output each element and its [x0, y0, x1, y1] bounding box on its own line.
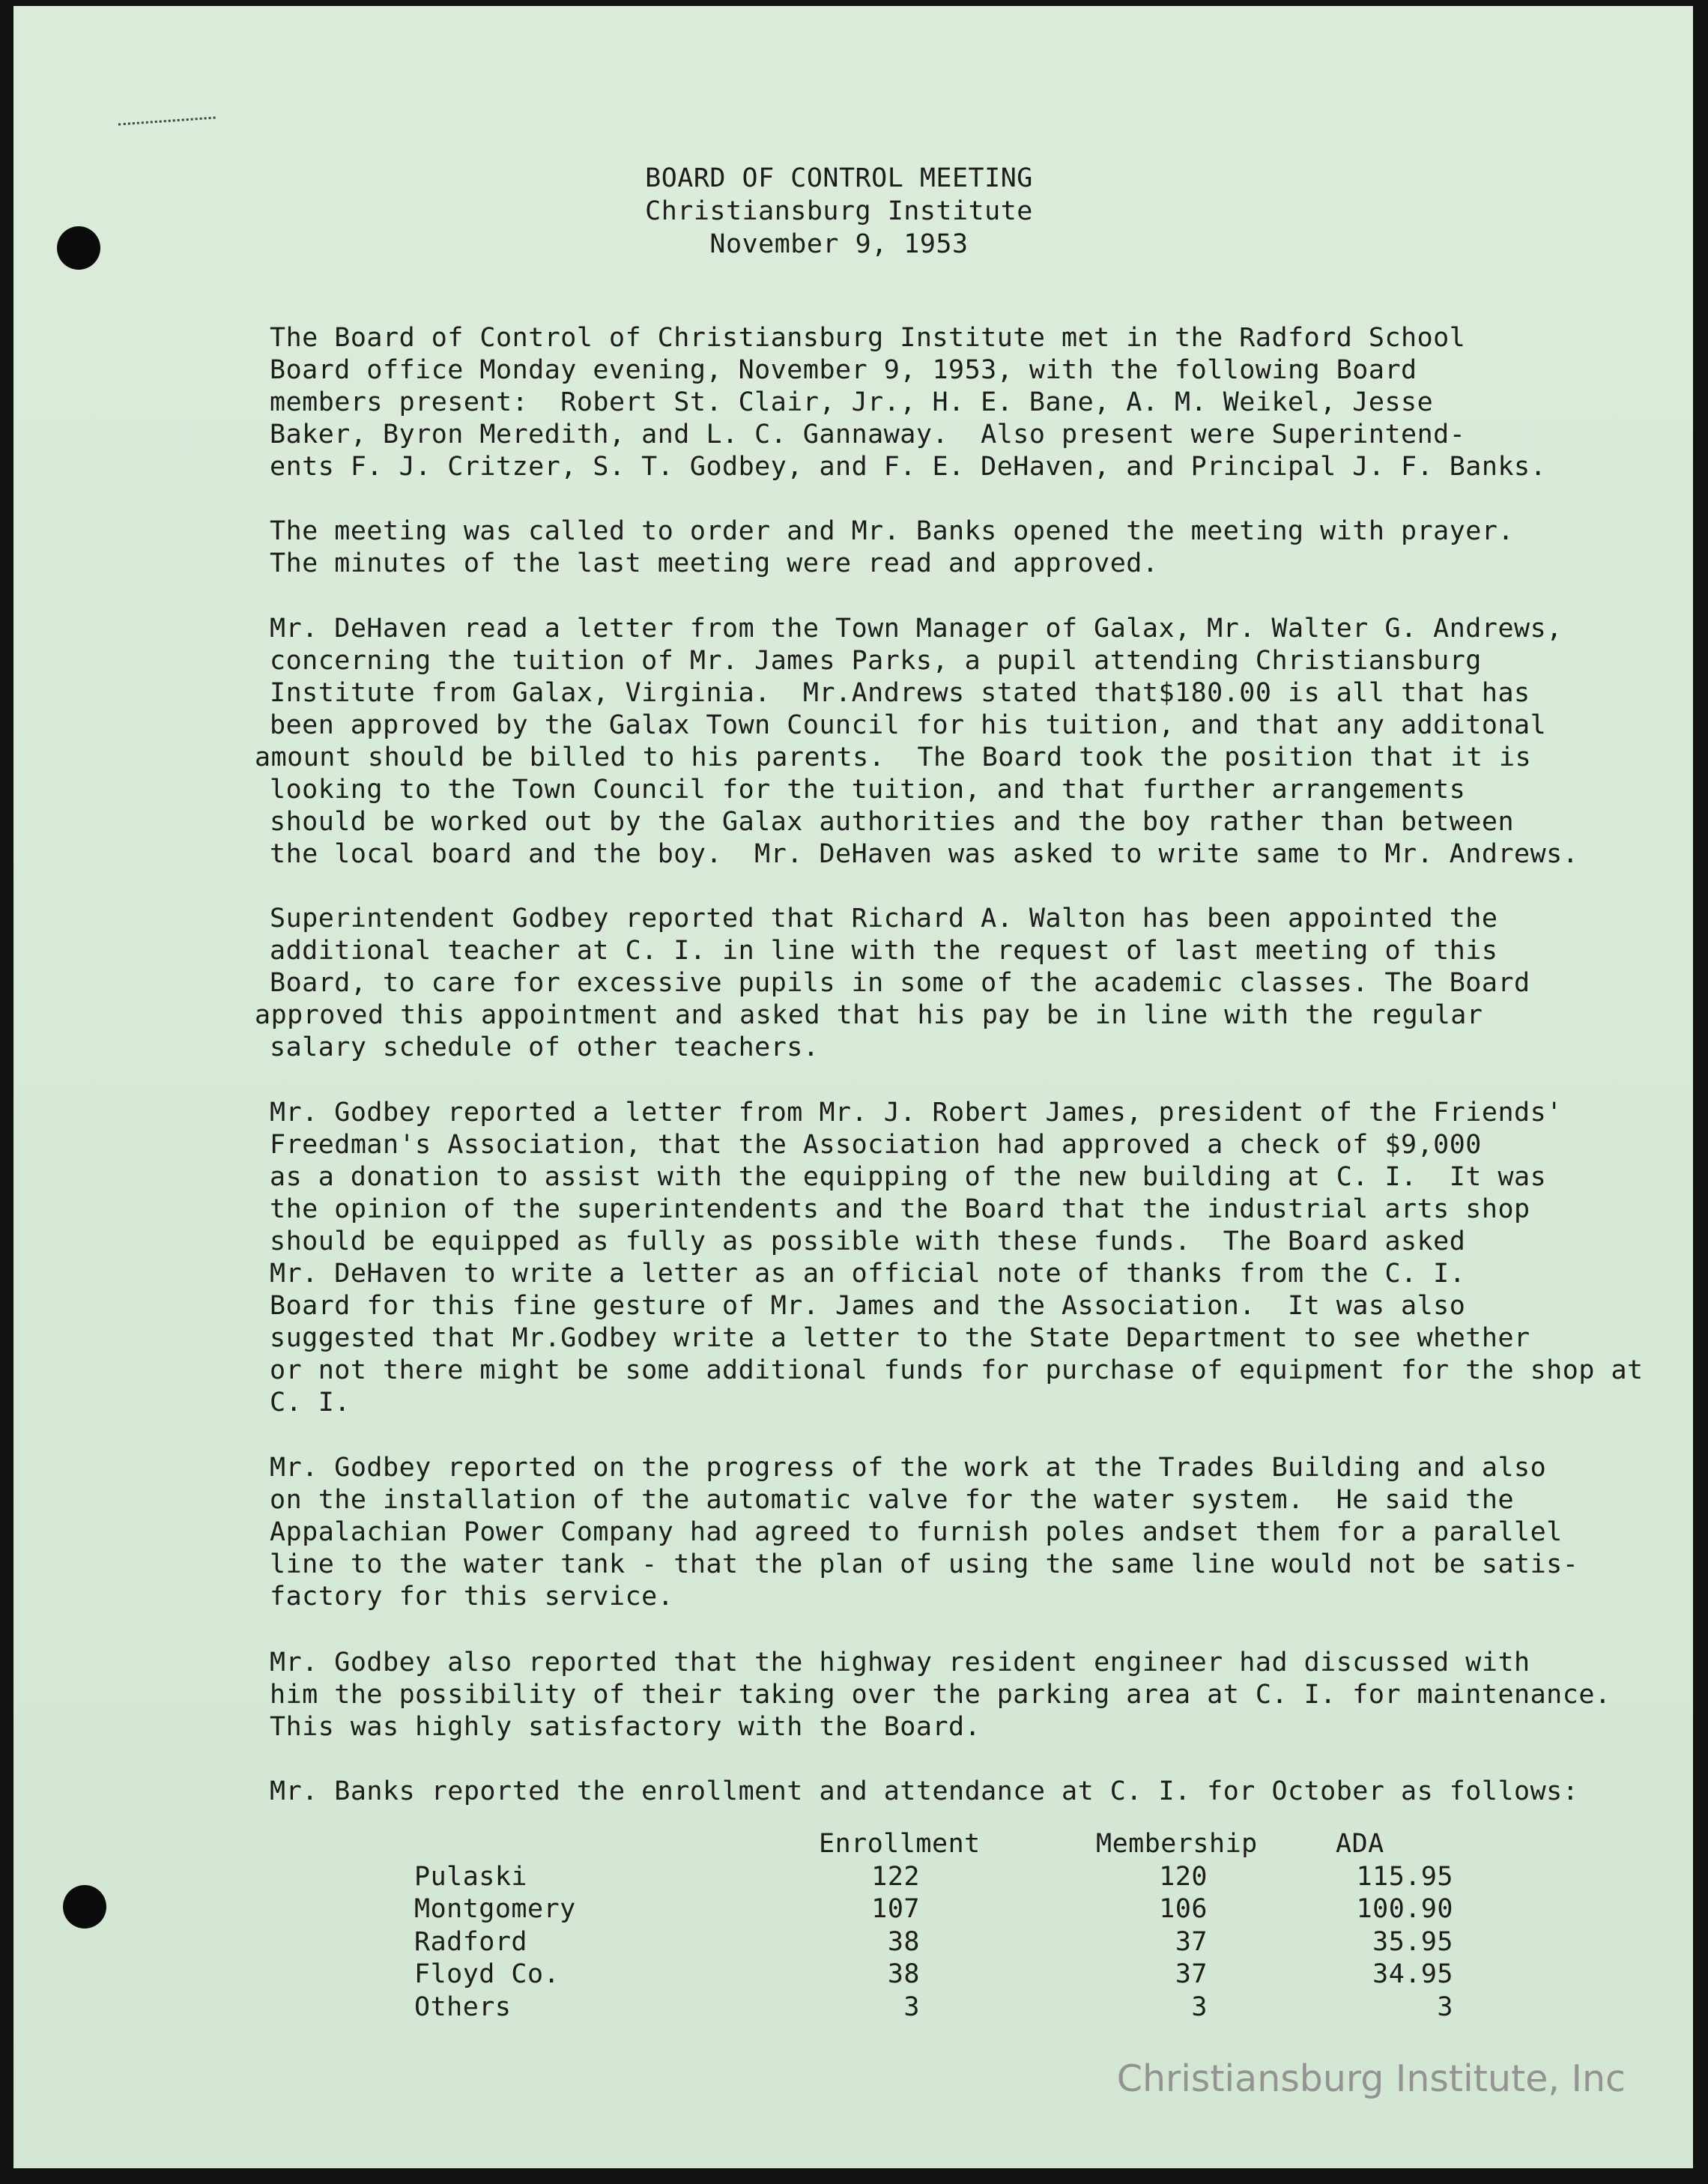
row-membership: 120	[1159, 1861, 1208, 1892]
archive-watermark: Christiansburg Institute, Inc	[1116, 2057, 1626, 2100]
text-line: been approved by the Galax Town Council for his tuition, and that any additonal	[270, 710, 1547, 740]
table-row	[0, 1926, 1678, 1959]
paragraph-opening	[270, 515, 1663, 580]
text-line: should be worked out by the Galax authorities and the boy rather than between	[270, 807, 1515, 837]
paragraph-teacher	[255, 903, 1663, 1064]
text-line: on the installation of the automatic valve for the water system. He said the	[270, 1485, 1515, 1515]
paragraph-parking	[270, 1647, 1663, 1743]
text-line: ents F. J. Critzer, S. T. Godbey, and F. E. DeHaven, and Principal J. F. Banks.	[270, 452, 1547, 482]
header-institution: Christiansburg Institute	[645, 196, 1033, 226]
table-row	[0, 1893, 1678, 1926]
column-header-enrollment: Enrollment	[819, 1829, 981, 1859]
text-line: or not there might be some additional funds for purchase of equipment for the shop at	[270, 1355, 1644, 1385]
text-line: Appalachian Power Company had agreed to furnish poles andset them for a parallel	[270, 1517, 1563, 1547]
column-header-membership: Membership	[1096, 1829, 1258, 1859]
row-name: Montgomery	[414, 1894, 576, 1924]
row-membership: 37	[1175, 1959, 1208, 1989]
row-membership: 106	[1159, 1894, 1208, 1924]
text-line: concerning the tuition of Mr. James Parks, a pupil attending Christiansburg	[270, 646, 1482, 676]
paragraph-trades-building	[270, 1452, 1663, 1613]
row-ada: 35.95	[1372, 1926, 1453, 1957]
text-line: Mr. DeHaven read a letter from the Town Manager of Galax, Mr. Walter G. Andrews,	[270, 614, 1563, 644]
text-line: Baker, Byron Meredith, and L. C. Gannaway. Also present were Superintend-	[270, 420, 1466, 450]
row-name: Floyd Co.	[414, 1959, 560, 1989]
row-ada: 100.90	[1356, 1894, 1453, 1924]
row-ada: 3	[1437, 1991, 1453, 2022]
text-line: members present: Robert St. Clair, Jr., H. E. Bane, A. M. Weikel, Jesse	[270, 387, 1434, 417]
text-line: C. I.	[270, 1388, 351, 1418]
document-header	[0, 162, 1678, 261]
text-line: the opinion of the superintendents and the Board that the industrial arts shop	[270, 1194, 1530, 1224]
text-line: approved this appointment and asked that his pay be in line with the regular	[255, 1000, 1483, 1030]
text-line: Board, to care for excessive pupils in some of the academic classes. The Board	[270, 968, 1530, 998]
row-ada: 115.95	[1356, 1861, 1453, 1892]
row-enrollment: 107	[871, 1894, 920, 1924]
text-line: This was highly satisfactory with the Board.	[270, 1712, 981, 1742]
text-line: The Board of Control of Christiansburg Institute met in the Radford School	[270, 323, 1466, 353]
text-line: Board office Monday evening, November 9, 1953, with the following Board	[270, 355, 1417, 385]
row-name: Pulaski	[414, 1861, 528, 1892]
text-line: salary schedule of other teachers.	[270, 1032, 820, 1062]
text-line: as a donation to assist with the equipping of the new building at C. I. It was	[270, 1162, 1547, 1192]
paragraph-enrollment-intro	[270, 1776, 1663, 1808]
column-header-ada: ADA	[1336, 1829, 1384, 1859]
text-line: The minutes of the last meeting were read and approved.	[270, 548, 1159, 578]
text-line: suggested that Mr.Godbey write a letter to the State Department to see whether	[270, 1323, 1530, 1353]
text-line: Board for this fine gesture of Mr. James and the Association. It was also	[270, 1291, 1466, 1321]
text-line: amount should be billed to his parents. The Board took the position that it is	[255, 742, 1532, 772]
header-date: November 9, 1953	[709, 229, 969, 259]
text-line: the local board and the boy. Mr. DeHaven was asked to write same to Mr. Andrews.	[270, 839, 1579, 869]
text-line: should be equipped as fully as possible with these funds. The Board asked	[270, 1226, 1466, 1256]
text-line: Mr. DeHaven to write a letter as an official note of thanks from the C. I.	[270, 1259, 1466, 1289]
table-row	[0, 1861, 1678, 1894]
text-line: him the possibility of their taking over the parking area at C. I. for maintenance.	[270, 1680, 1611, 1710]
header-title: BOARD OF CONTROL MEETING	[645, 163, 1033, 193]
row-ada: 34.95	[1372, 1959, 1453, 1989]
text-line: factory for this service.	[270, 1582, 674, 1612]
table-row	[0, 1958, 1678, 1991]
table-header-row	[0, 1828, 1678, 1861]
text-line: Mr. Banks reported the enrollment and attendance at C. I. for October as follows:	[270, 1776, 1579, 1806]
text-line: Freedman's Association, that the Association had approved a check of $9,000	[270, 1130, 1482, 1160]
row-enrollment: 122	[871, 1861, 920, 1892]
row-name: Radford	[414, 1926, 528, 1957]
row-enrollment: 3	[903, 1991, 920, 2022]
enrollment-table	[0, 1828, 1678, 2024]
text-line: Superintendent Godbey reported that Richard A. Walton has been appointed the	[270, 904, 1498, 934]
pencil-mark	[118, 116, 216, 131]
text-line: Mr. Godbey reported a letter from Mr. J. Robert James, president of the Friends'	[270, 1098, 1563, 1128]
text-line: The meeting was called to order and Mr. Banks opened the meeting with prayer.	[270, 516, 1515, 546]
paragraph-tuition	[255, 613, 1663, 871]
text-line: additional teacher at C. I. in line with the request of last meeting of this	[270, 936, 1498, 966]
table-row	[0, 1991, 1678, 2024]
text-line: Mr. Godbey reported on the progress of the work at the Trades Building and also	[270, 1453, 1547, 1483]
row-enrollment: 38	[887, 1926, 920, 1957]
text-line: Mr. Godbey also reported that the highway resident engineer had discussed with	[270, 1648, 1530, 1678]
row-membership: 3	[1191, 1991, 1208, 2022]
text-line: looking to the Town Council for the tuition, and that further arrangements	[270, 775, 1466, 805]
row-membership: 37	[1175, 1926, 1208, 1957]
text-line: line to the water tank - that the plan of using the same line would not be satis-	[270, 1549, 1579, 1579]
paragraph-attendance	[270, 322, 1663, 483]
row-name: Others	[414, 1991, 512, 2022]
text-line: Institute from Galax, Virginia. Mr.Andrews stated that$180.00 is all that has	[270, 678, 1530, 708]
paragraph-donation	[270, 1097, 1663, 1419]
row-enrollment: 38	[887, 1959, 920, 1989]
